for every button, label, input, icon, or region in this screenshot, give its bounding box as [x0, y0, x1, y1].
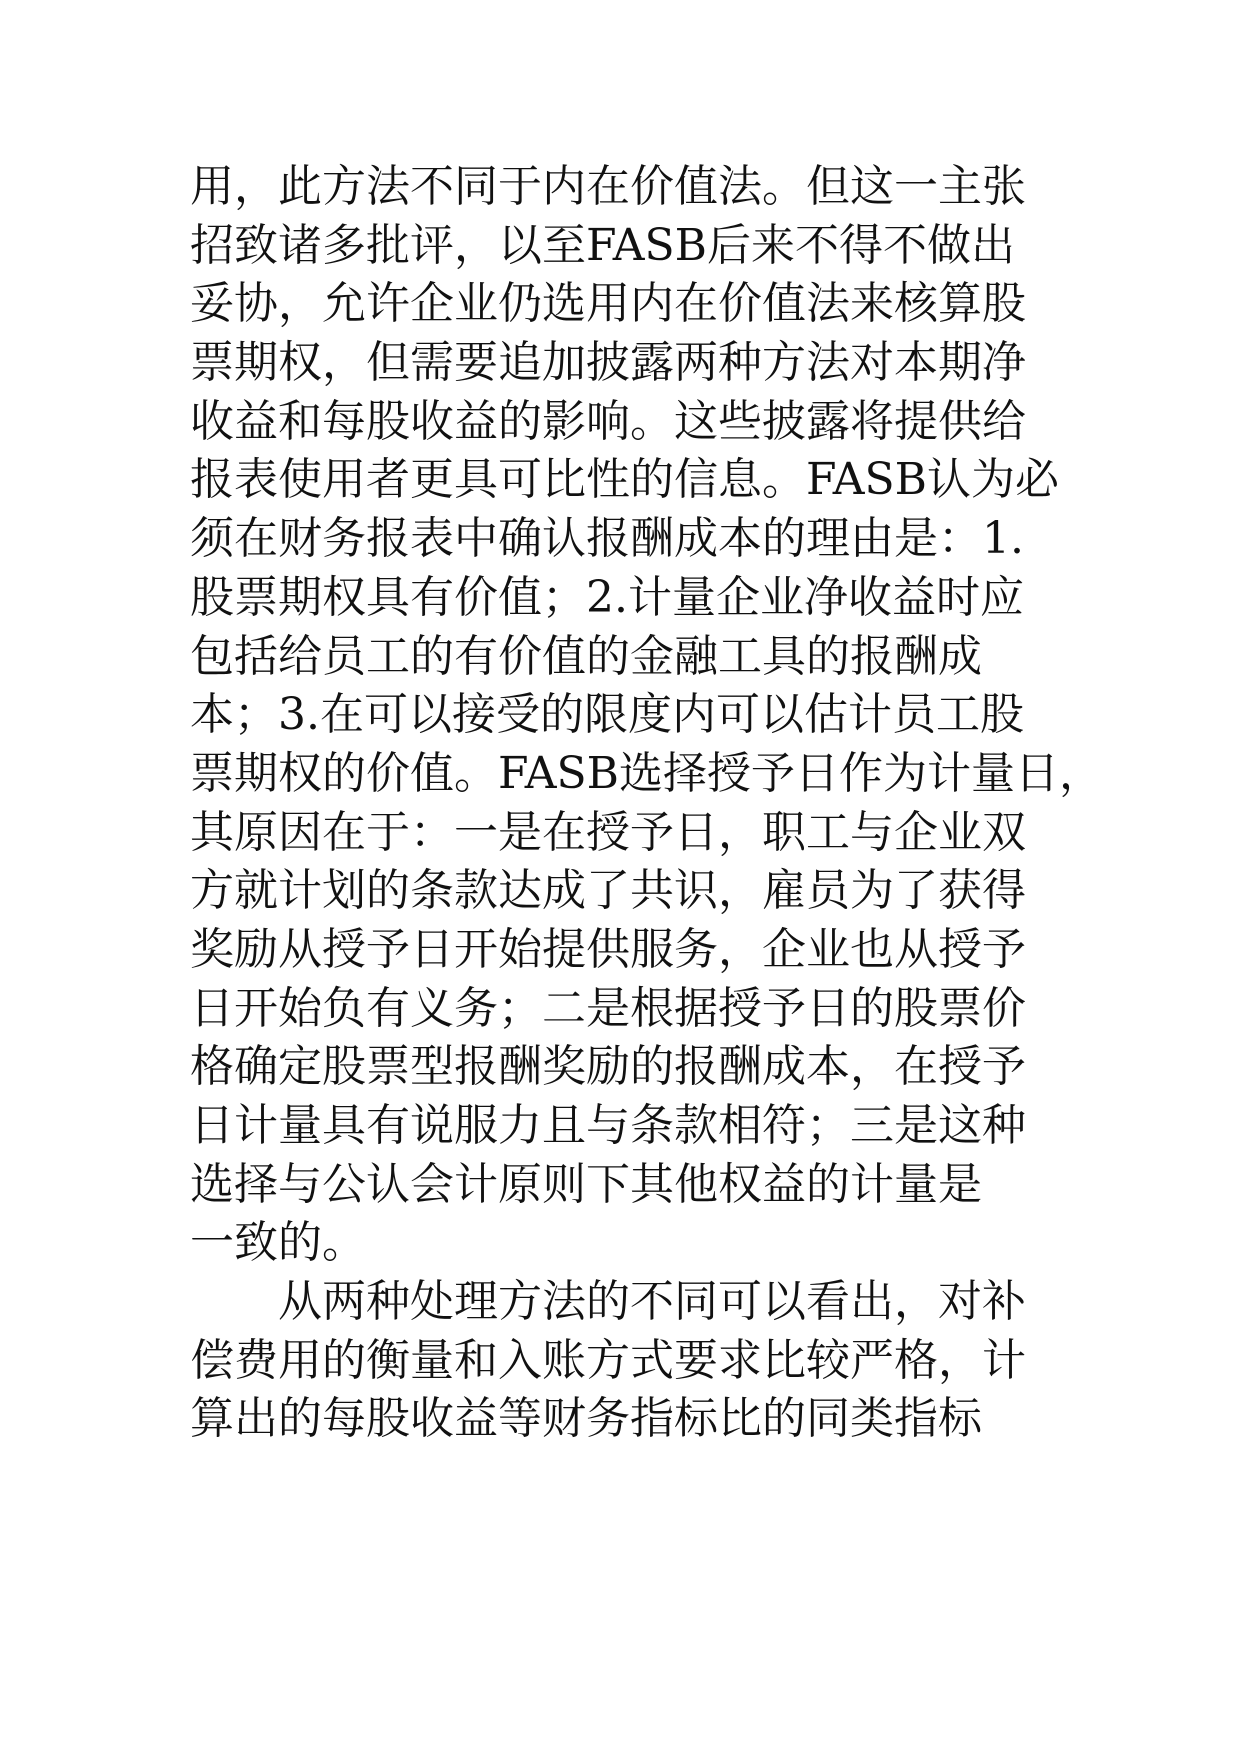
paragraph-2	[190, 1273, 1070, 1449]
text-line: 妥协，允许企业仍选用内在价值法来核算股	[190, 278, 1026, 330]
text-line: 收益和每股收益的影响。这些披露将提供给	[190, 395, 1026, 447]
text-line: 日开始负有义务；二是根据授予日的股票价	[190, 982, 1026, 1034]
text-line: 日计量具有说服力且与条款相符；三是这种	[190, 1100, 1026, 1151]
text-line: 一致的。	[190, 1217, 366, 1269]
text-line: 偿费用的衡量和入账方式要求比较严格，计	[190, 1334, 1026, 1386]
text-line: 须在财务报表中确认报酬成本的理由是：1.	[190, 513, 1024, 565]
text-line: 包括给员工的有价值的金融工具的报酬成	[190, 630, 982, 682]
text-line: 报表使用者更具可比性的信息。FASB认为必	[190, 454, 1059, 506]
text-line: 其原因在于：一是在授予日，职工与企业双	[190, 806, 1026, 858]
text-line: 格确定股票型报酬奖励的报酬成本，在授予	[190, 1041, 1026, 1093]
text-line: 从两种处理方法的不同可以看出，对补	[278, 1276, 1026, 1328]
text-line: 票期权的价值。FASB选择授予日作为计量日，	[190, 747, 1103, 799]
text-line: 奖励从授予日开始提供服务，企业也从授予	[190, 923, 1026, 975]
body-text	[190, 158, 1103, 1449]
text-line: 招致诸多批评，以至FASB后来不得不做出	[190, 219, 1015, 271]
text-line: 用，此方法不同于内在价值法。但这一主张	[190, 161, 1026, 212]
text-line: 方就计划的条款达成了共识，雇员为了获得	[190, 865, 1026, 917]
text-line: 选择与公认会计原则下其他权益的计量是	[190, 1158, 982, 1210]
text-line: 本；3.在可以接受的限度内可以估计员工股	[190, 689, 1024, 741]
paragraph-1	[190, 158, 1103, 1273]
text-line: 票期权，但需要追加披露两种方法对本期净	[190, 337, 1026, 389]
text-line: 股票期权具有价值；2.计量企业净收益时应	[190, 571, 1024, 623]
text-line: 算出的每股收益等财务指标比的同类指标	[190, 1393, 982, 1445]
